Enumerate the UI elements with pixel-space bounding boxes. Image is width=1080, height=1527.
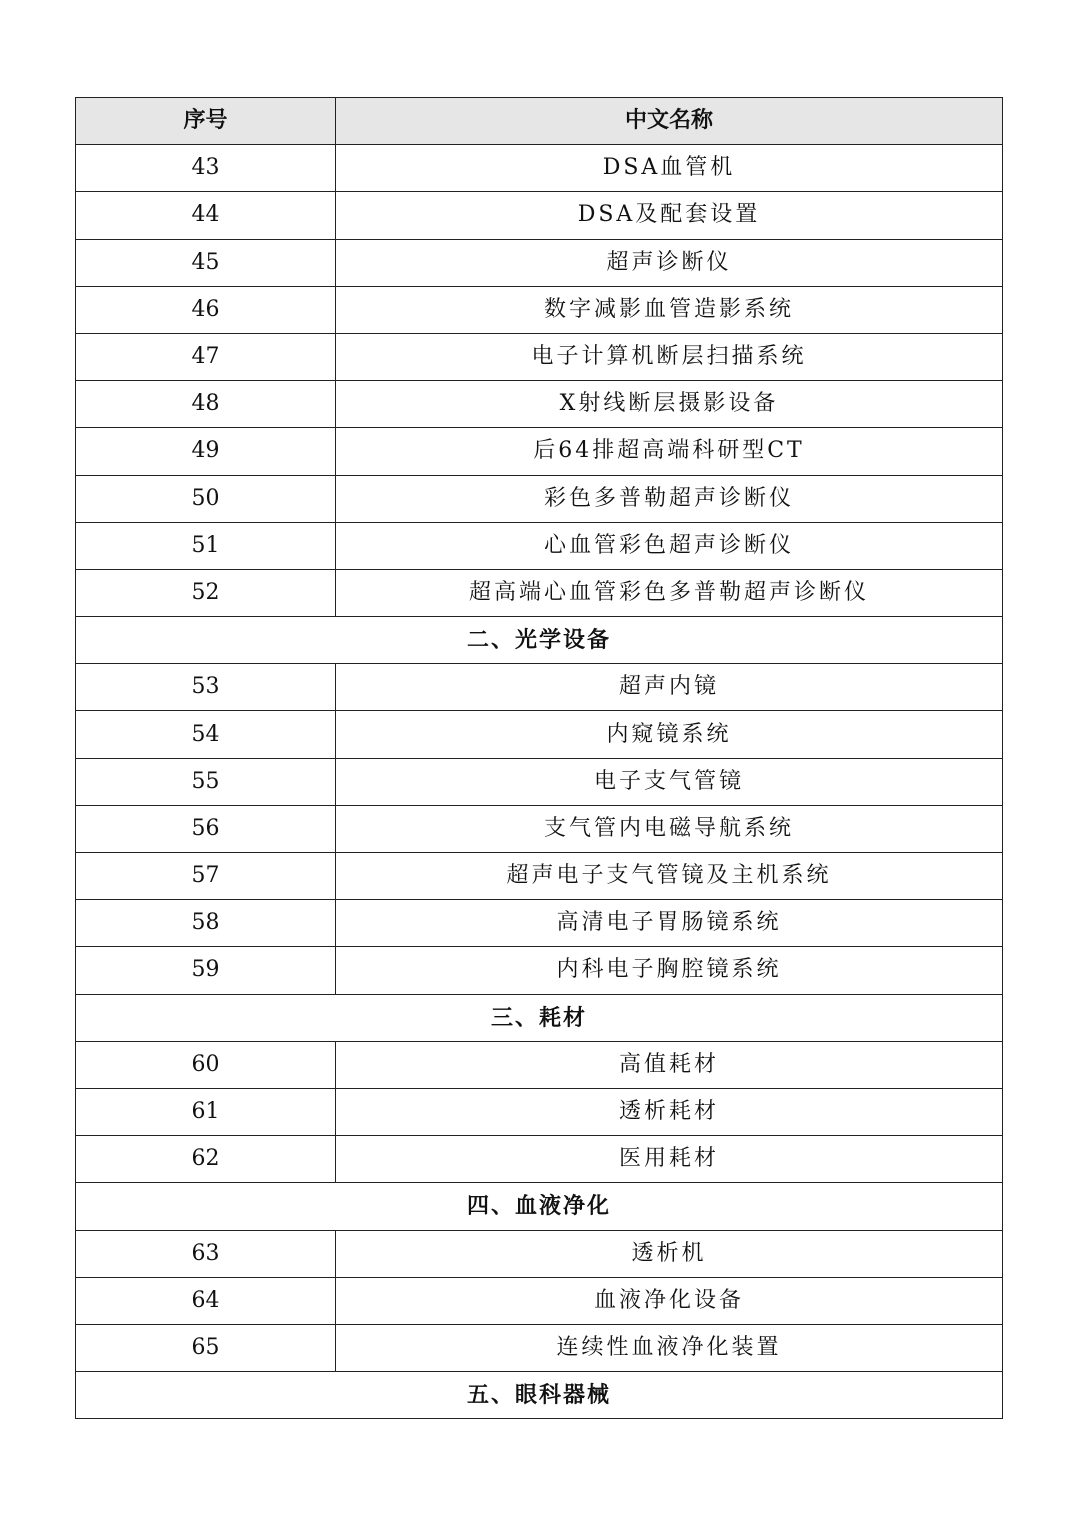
row-number: 62 bbox=[76, 1136, 336, 1183]
row-name: X射线断层摄影设备 bbox=[336, 381, 1003, 428]
table-body bbox=[76, 145, 1003, 1419]
table-row bbox=[76, 664, 1003, 711]
row-name: 医用耗材 bbox=[336, 1136, 1003, 1183]
row-name: 高清电子胃肠镜系统 bbox=[336, 900, 1003, 947]
section-title: 三、耗材 bbox=[76, 994, 1003, 1041]
table-row bbox=[76, 569, 1003, 616]
row-name: 透析耗材 bbox=[336, 1088, 1003, 1135]
row-name: 内科电子胸腔镜系统 bbox=[336, 947, 1003, 994]
table-header bbox=[76, 98, 1003, 145]
row-number: 52 bbox=[76, 569, 336, 616]
table-row bbox=[76, 286, 1003, 333]
row-number: 55 bbox=[76, 758, 336, 805]
row-number: 45 bbox=[76, 239, 336, 286]
row-name: 超声诊断仪 bbox=[336, 239, 1003, 286]
row-number: 53 bbox=[76, 664, 336, 711]
row-number: 48 bbox=[76, 381, 336, 428]
row-name: DSA血管机 bbox=[336, 145, 1003, 192]
row-number: 44 bbox=[76, 192, 336, 239]
section-row bbox=[76, 617, 1003, 664]
section-row bbox=[76, 1372, 1003, 1419]
table-row bbox=[76, 333, 1003, 380]
row-number: 64 bbox=[76, 1277, 336, 1324]
row-name: 高值耗材 bbox=[336, 1041, 1003, 1088]
table-row bbox=[76, 1277, 1003, 1324]
table-row bbox=[76, 192, 1003, 239]
row-number: 46 bbox=[76, 286, 336, 333]
row-number: 56 bbox=[76, 805, 336, 852]
row-number: 63 bbox=[76, 1230, 336, 1277]
equipment-table bbox=[75, 97, 1003, 1419]
table-row bbox=[76, 1041, 1003, 1088]
row-name: 电子支气管镜 bbox=[336, 758, 1003, 805]
table-row bbox=[76, 381, 1003, 428]
row-number: 51 bbox=[76, 522, 336, 569]
row-number: 49 bbox=[76, 428, 336, 475]
row-number: 47 bbox=[76, 333, 336, 380]
row-name: 支气管内电磁导航系统 bbox=[336, 805, 1003, 852]
row-name: 后64排超高端科研型CT bbox=[336, 428, 1003, 475]
row-number: 57 bbox=[76, 853, 336, 900]
row-number: 50 bbox=[76, 475, 336, 522]
table-row bbox=[76, 1088, 1003, 1135]
header-row bbox=[76, 98, 1003, 145]
section-title: 四、血液净化 bbox=[76, 1183, 1003, 1230]
row-name: 透析机 bbox=[336, 1230, 1003, 1277]
row-number: 60 bbox=[76, 1041, 336, 1088]
table-row bbox=[76, 900, 1003, 947]
table-row bbox=[76, 1230, 1003, 1277]
table-row bbox=[76, 239, 1003, 286]
table-row bbox=[76, 805, 1003, 852]
row-name: 内窥镜系统 bbox=[336, 711, 1003, 758]
row-name: 血液净化设备 bbox=[336, 1277, 1003, 1324]
row-name: 数字减影血管造影系统 bbox=[336, 286, 1003, 333]
table-row bbox=[76, 145, 1003, 192]
section-row bbox=[76, 1183, 1003, 1230]
row-name: 超声内镜 bbox=[336, 664, 1003, 711]
row-name: 超声电子支气管镜及主机系统 bbox=[336, 853, 1003, 900]
section-row bbox=[76, 994, 1003, 1041]
table-row bbox=[76, 853, 1003, 900]
row-number: 61 bbox=[76, 1088, 336, 1135]
row-name: 彩色多普勒超声诊断仪 bbox=[336, 475, 1003, 522]
row-number: 54 bbox=[76, 711, 336, 758]
row-number: 58 bbox=[76, 900, 336, 947]
table-row bbox=[76, 758, 1003, 805]
table-row bbox=[76, 947, 1003, 994]
table-row bbox=[76, 475, 1003, 522]
row-number: 43 bbox=[76, 145, 336, 192]
header-name: 中文名称 bbox=[336, 98, 1003, 145]
row-name: 电子计算机断层扫描系统 bbox=[336, 333, 1003, 380]
section-title: 五、眼科器械 bbox=[76, 1372, 1003, 1419]
table-row bbox=[76, 1136, 1003, 1183]
row-name: 心血管彩色超声诊断仪 bbox=[336, 522, 1003, 569]
section-title: 二、光学设备 bbox=[76, 617, 1003, 664]
table-row bbox=[76, 711, 1003, 758]
row-name: 连续性血液净化装置 bbox=[336, 1324, 1003, 1371]
table-row bbox=[76, 1324, 1003, 1371]
table-row bbox=[76, 522, 1003, 569]
row-name: DSA及配套设置 bbox=[336, 192, 1003, 239]
row-name: 超高端心血管彩色多普勒超声诊断仪 bbox=[336, 569, 1003, 616]
row-number: 59 bbox=[76, 947, 336, 994]
header-number: 序号 bbox=[76, 98, 336, 145]
table-row bbox=[76, 428, 1003, 475]
row-number: 65 bbox=[76, 1324, 336, 1371]
